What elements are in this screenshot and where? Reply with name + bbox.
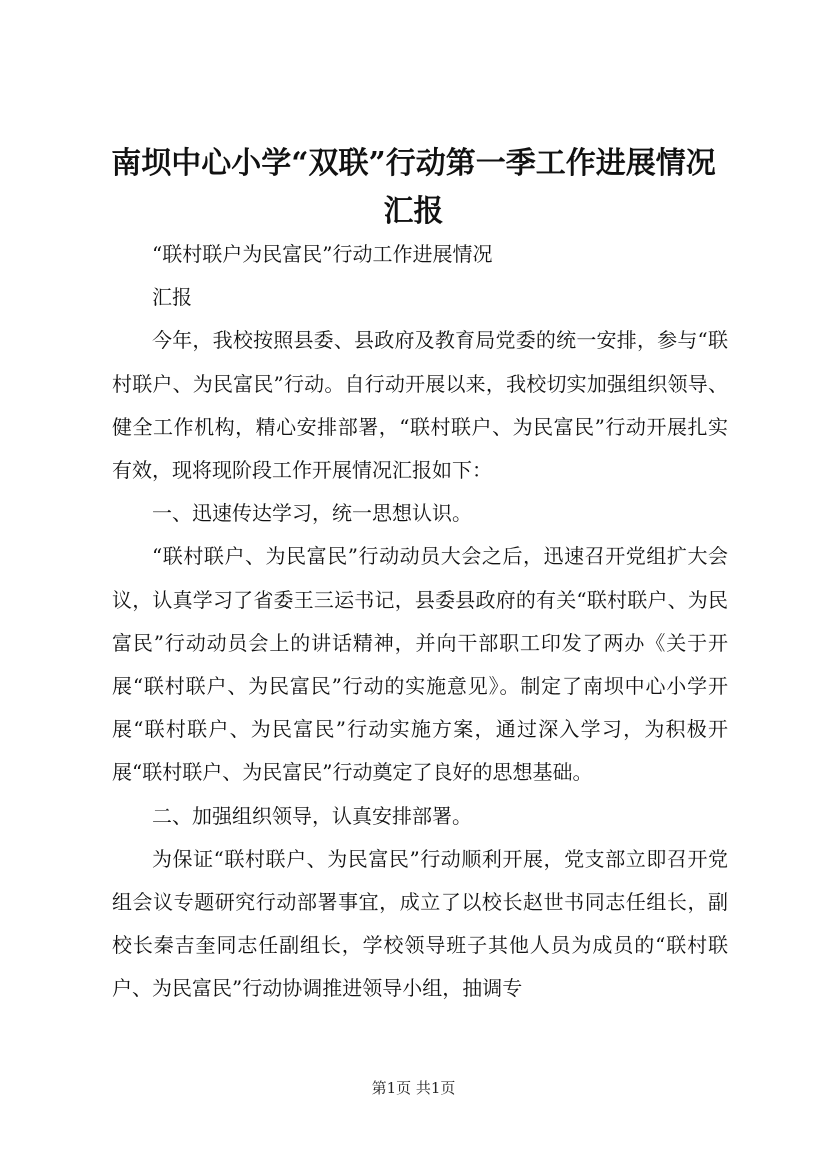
paragraph-intro: 今年，我校按照县委、县政府及教育局党委的统一安排，参与“联村联户、为民富民”行动。自行动开展以来，我校切实加强组织领导、健全工作机构，精心安排部署，“联村联户、为民富民”行动开展扎实有效，现将现阶段工作开展情况汇报如下： xyxy=(112,328,728,483)
document-body xyxy=(112,233,728,1011)
page-number-footer: 第1页 共1页 xyxy=(371,1079,456,1097)
paragraph-subtitle: “联村联户为民富民”行动工作进展情况 xyxy=(152,242,493,266)
document-title: 南坝中心小学“双联”行动第一季工作进展情况汇报 xyxy=(111,146,716,229)
section-heading-2: 二、加强组织领导，认真安排部署。 xyxy=(152,803,472,828)
paragraph-section-2: 为保证“联村联户、为民富民”行动顺利开展，党支部立即召开党组会议专题研究行动部署事宜，成立了以校长赵世书同志任组长，副校长秦吉奎同志任副组长，学校领导班子其他人员为成员的“联村联户、为民富民”行动协调推进领导小组，抽调专 xyxy=(112,846,728,1001)
section-heading-1: 一、迅速传达学习，统一思想认识。 xyxy=(152,501,472,526)
paragraph-subtitle-cont: 汇报 xyxy=(152,285,192,310)
paragraph-section-1: “联村联户、为民富民”行动动员大会之后，迅速召开党组扩大会议，认真学习了省委王三运书记，县委县政府的有关“联村联户、为民富民”行动动员会上的讲话精神，并向干部职工印发了两办《关于开展“联村联户、为民富民”行动的实施意见》。制定了南坝中心小学开展“联村联户、为民富民”行动实施方案，通过深入学习，为积极开展“联村联户、为民富民”行动奠定了良好的思想基础。 xyxy=(112,544,728,785)
